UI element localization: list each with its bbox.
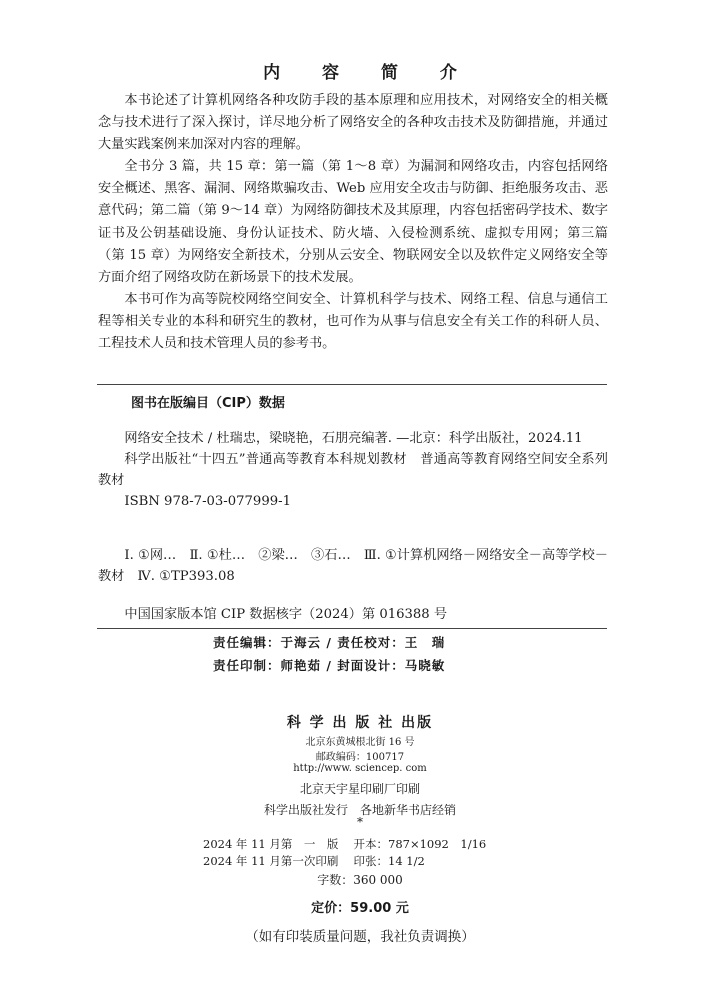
cip-record: 中国国家版本馆 CIP 数据核字（2024）第 016388 号 <box>124 607 448 622</box>
cip-isbn: ISBN 978-7-03-077999-1 <box>124 494 291 509</box>
cip-entry-main: 网络安全技术 / 杜瑞忠，梁晓艳，石朋亮编著. —北京：科学出版社，2024.11 <box>124 431 583 446</box>
quality-notice: （如有印装质量问题，我社负责调换） <box>245 929 475 945</box>
publisher-url: http://www. sciencep. com <box>293 763 427 774</box>
abstract-paragraph-1: 本书论述了计算机网络各种攻防手段的基本原理和应用技术，对网络安全的相关概念与技术进行了深入探讨，详尽地分析了网络安全的各种攻击技术及防御措施，并通过大量实践案例来加深对内容的理解。 <box>98 93 608 153</box>
word-count: 字数：360 000 <box>317 873 403 887</box>
divider-top <box>97 384 607 385</box>
abstract-paragraph-2: 全书分 3 篇，共 15 章：第一篇（第 1～8 章）为漏洞和网络攻击，内容包括网络安全概述、黑客、漏洞、网络欺骗攻击、Web 应用安全攻击与防御、拒绝服务攻击、恶意代码；第二篇（第 9～14 章）为网络防御技术及其原理，内容包括密码学技术、数字证书及公钥基础设施、身份认证技术、防火墙、入侵检测系统、虚拟专用网；第三篇（第 15 章）为网络安全新技术，分别从云安全、物联网安全以及软件定义网络安全等方面介绍了网络攻防在新场景下的技术发展。 <box>98 159 608 285</box>
page-title: 内 容 简 介 <box>263 63 475 83</box>
price: 定价：59.00 元 <box>311 901 409 916</box>
cip-entry-series: 科学出版社“十四五”普通高等教育本科规划教材 普通高等教育网络空间安全系列教材 <box>98 452 608 488</box>
publisher-postcode: 邮政编码：100717 <box>315 752 405 763</box>
printer: 北京天宇星印刷厂印刷 <box>299 782 420 796</box>
cip-classification: Ⅰ. ①网… Ⅱ. ①杜… ②梁… ③石… Ⅲ. ①计算机网络－网络安全－高等学校－教材 Ⅳ. ①TP393.08 <box>98 548 608 584</box>
cip-block <box>98 428 608 512</box>
edition-line: 2024 年 11 月第 一 版 开本：787×1092 1/16 <box>203 837 487 851</box>
divider-bottom <box>97 628 607 629</box>
cip-heading: 图书在版编目（CIP）数据 <box>131 396 285 411</box>
cip-classification-block <box>98 545 608 587</box>
staff-line-2: 责任印制：师艳茹 / 封面设计：马晓敏 <box>213 658 446 673</box>
printing-line: 2024 年 11 月第一次印刷 印张：14 1/2 <box>203 854 425 868</box>
publisher-name: 科 学 出 版 社 出版 <box>286 715 434 731</box>
abstract-paragraph-3: 本书可作为高等院校网络空间安全、计算机科学与技术、网络工程、信息与通信工程等相关专业的本科和研究生的教材，也可作为从事与信息安全有关工作的科研人员、工程技术人员和技术管理人员的参考书。 <box>98 291 608 352</box>
abstract <box>98 90 608 355</box>
cip-record-block <box>98 604 608 625</box>
separator-star: * <box>357 815 363 829</box>
publisher-address: 北京东黄城根北街 16 号 <box>305 737 415 748</box>
distribution: 科学出版社发行 各地新华书店经销 <box>263 803 456 817</box>
staff-line-1: 责任编辑：于海云 / 责任校对：王 瑞 <box>213 635 446 650</box>
